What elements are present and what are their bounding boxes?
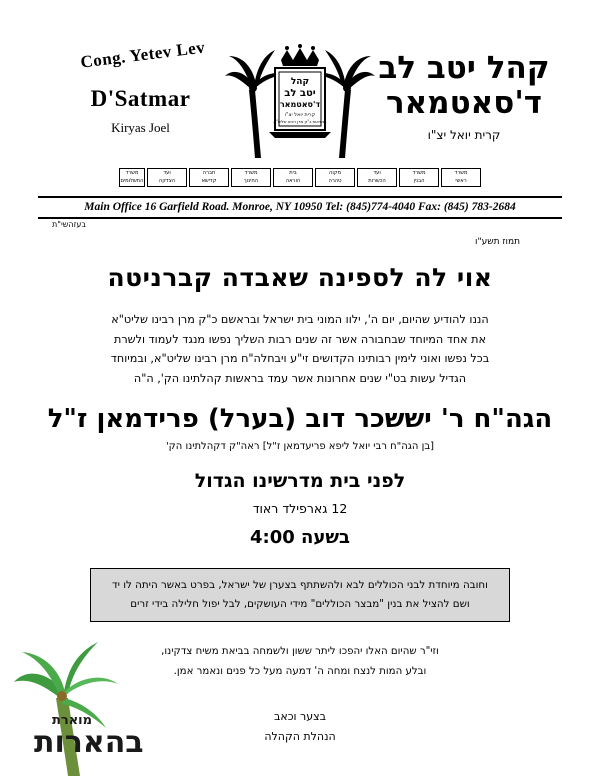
svg-text:יטב לב: יטב לב — [284, 88, 316, 99]
department-line-1: ועד — [163, 170, 171, 177]
department-line-1: מקוה — [329, 170, 342, 177]
department-box — [273, 168, 313, 187]
footer-hebrew-large: בהארות — [34, 725, 144, 760]
svg-text:ד'סאטמאר: ד'סאטמאר — [279, 100, 321, 109]
department-box — [147, 168, 187, 187]
department-box — [357, 168, 397, 187]
congregation-emblem-icon — [225, 38, 375, 164]
department-line-2: הכשרות — [368, 177, 386, 184]
department-line-1: משרד — [244, 170, 258, 177]
svg-text:קרית יואל יצ"ו: קרית יואל יצ"ו — [284, 112, 316, 118]
svg-text:בנשיאות כ"ק מרן רבינו שליט"א: בנשיאות כ"ק מרן רבינו שליט"א — [273, 119, 327, 124]
department-box — [441, 168, 481, 187]
department-line-2: הצדקה — [158, 177, 176, 184]
department-line-2: התשלומים — [120, 177, 144, 184]
department-line-1: חברה — [202, 170, 216, 177]
announcement-paragraph — [96, 310, 504, 388]
dsatmar-hebrew: ד'סאטמאר — [385, 84, 543, 121]
special-notice-box — [90, 568, 510, 622]
notice-line: ושם להציל את בנין "מבצר הכוללים" מידי העושקים, לבל יפול חלילה בידי זרים — [130, 597, 470, 610]
location-heading: לפני בית מדרשינו הגדול — [194, 470, 406, 493]
closing-line: ובלע המות לנצח ומחה ה' דמעה מעל כל פנים ונאמר אמן. — [173, 665, 427, 677]
closing-line: וזי"ר שהיום האלו יהפכו ליתר ששון ולשמחה בביאת משיח צדקינו, — [161, 646, 439, 658]
department-boxes — [38, 168, 562, 187]
paragraph-line: הגדיל עשות בט"י שנים אחרונות אשר עמד בראשות קהלתינו הק', ה"ה — [133, 371, 467, 385]
department-line-2: טהרה — [328, 177, 342, 184]
department-line-2: הוראה — [285, 177, 301, 184]
department-line-2: החינוך — [243, 177, 259, 184]
congregation-name-hebrew: קהל יטב לב — [378, 50, 550, 86]
signoff-line: הנהלת הקהלה — [264, 729, 336, 743]
hebrew-date: תמוז תשע"ו — [475, 237, 520, 247]
department-box — [189, 168, 229, 187]
footer-hebrew-small: מוארת — [52, 713, 93, 728]
paragraph-line: את אחד המיוחד שבחבורה אשר זה שנים רבות השליך נפשו מנגד לעמוד ולשרת — [114, 332, 486, 346]
department-box — [119, 168, 145, 187]
department-box — [315, 168, 355, 187]
bsd-marker: בעזהשי"ת — [52, 220, 87, 229]
department-line-1: משרד — [412, 170, 426, 177]
letterhead-hebrew-block — [374, 52, 554, 142]
department-line-2: הבנין — [413, 177, 425, 184]
notice-line: וחובה מיוחדת לבני הכוללים לבא ולהשתתף בצערן של ישראל, בפרט באשר היתה לו יד — [112, 579, 488, 592]
dsatmar-english: D'Satmar — [90, 86, 191, 111]
time-value: 4:00 — [249, 527, 295, 549]
time-label: בשעה — [301, 527, 351, 549]
kiryas-joel-hebrew: קרית יואל יצ"ו — [427, 128, 501, 143]
location-address: 12 גארפילד ראוד — [252, 501, 348, 517]
letterhead-english-block — [48, 37, 233, 136]
department-box — [399, 168, 439, 187]
letterhead — [38, 38, 562, 198]
department-line-1: משרד — [125, 170, 139, 177]
deceased-name: הגה"ח ר' יששכר דוב (בערל) פרידמאן ז"ל — [47, 404, 553, 435]
department-line-2: קדישא — [201, 177, 217, 184]
svg-text:קהל: קהל — [290, 77, 310, 87]
paragraph-line: בכל נפשו ואוני לימין רבותינו הקדושים זי"ע ויבחלה"ח מרן רבינו שליט"א, ובמיוחד — [110, 352, 490, 366]
office-address-bar: Main Office 16 Garfield Road. Monroe, NY 10950 Tel: (845)774-4040 Fax: (845) 783-2684 — [38, 196, 562, 219]
department-line-2: ראשי — [455, 177, 467, 184]
congregation-name-english: Cong. Yetev Lev — [79, 37, 207, 72]
department-line-1: משרד — [454, 170, 468, 177]
signoff-line: בצער וכאב — [273, 710, 326, 724]
department-box — [231, 168, 271, 187]
paragraph-line: הננו להודיע שהיום, יום ה', ילוו המוני בית ישראל ובראשם כ"ק מרן רבינו שליט"א — [111, 313, 489, 326]
headline: אוי לה לספינה שאבדה קברניטה — [107, 263, 493, 292]
department-line-1: ועד — [373, 170, 381, 177]
event-time — [38, 527, 562, 548]
deceased-name-subtitle: [בן הגה"ח רבי יואל ליפא פריעדמאן ז"ל] ראה"ק דקהלתינו הק' — [165, 441, 435, 453]
department-line-1: בית — [289, 170, 297, 177]
kiryas-joel-english: Kiryas Joel — [111, 120, 170, 135]
